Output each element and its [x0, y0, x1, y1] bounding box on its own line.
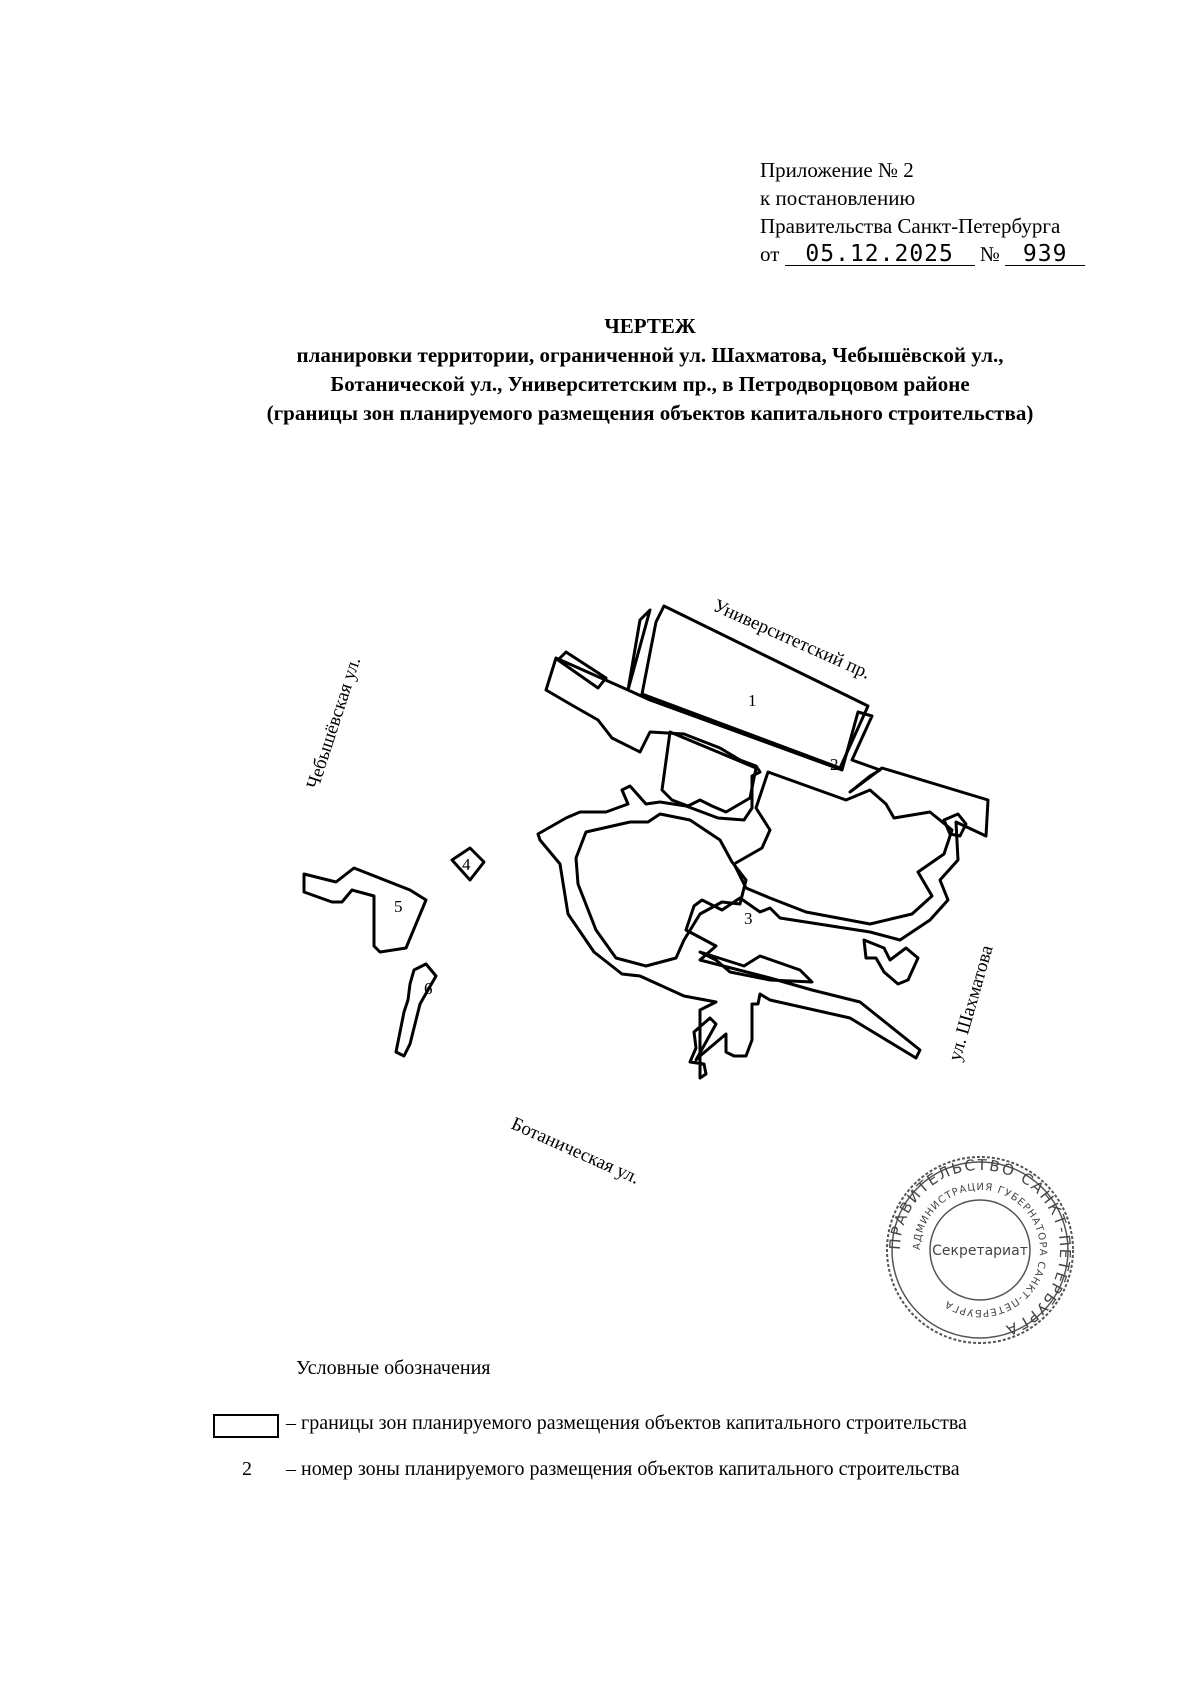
- zone-label-1: 1: [748, 691, 757, 710]
- south-east-shape: [864, 940, 918, 984]
- title-heading: ЧЕРТЕЖ: [604, 314, 696, 338]
- zone-label-4: 4: [462, 855, 471, 874]
- legend-title: Условные обозначения: [296, 1357, 491, 1379]
- zone-label-2: 2: [830, 755, 839, 774]
- legend-boundary-text: – границы зон планируемого размещения объектов капитального строительства: [286, 1412, 967, 1434]
- legend-number-sample: 2: [242, 1458, 252, 1480]
- decree-date: 05.12.2025: [785, 243, 975, 266]
- title-line-2: Ботанической ул., Университетским пр., в Петродворцовом районе: [330, 372, 970, 396]
- zone-label-5: 5: [394, 897, 403, 916]
- title-line-1: планировки территории, ограниченной ул. Шахматова, Чебышёвской ул.,: [296, 343, 1004, 367]
- lot-east: [734, 772, 952, 924]
- zone-5-boundary: [304, 868, 426, 952]
- lot-center: [576, 814, 746, 966]
- title-line-3: (границы зон планируемого размещения объектов капитального строительства): [266, 401, 1034, 425]
- zone-label-6: 6: [424, 979, 433, 998]
- stamp-outer-text: ПРАВИТЕЛЬСТВО САНКТ-ПЕТЕРБУРГА: [885, 1155, 1075, 1340]
- zone-label-3: 3: [744, 909, 753, 928]
- street-shakhmatov: ул. Шахматова: [944, 942, 998, 1064]
- attachment-line-1: Приложение № 2: [760, 158, 914, 182]
- from-label: от: [760, 242, 780, 266]
- lot-south: [700, 952, 812, 982]
- legend-boundary-symbol: [213, 1414, 279, 1438]
- attachment-line-3: Правительства Санкт-Петербурга: [760, 214, 1061, 238]
- official-stamp: [885, 1155, 1075, 1345]
- stamp-inner-text: АДМИНИСТРАЦИЯ ГУБЕРНАТОРА САНКТ-ПЕТЕРБУРГА: [911, 1181, 1049, 1319]
- legend-number-text: – номер зоны планируемого размещения объектов капитального строительства: [286, 1458, 960, 1480]
- street-chebyshev: Чебышёвская ул.: [302, 654, 366, 792]
- stamp-center-text: Секретариат: [932, 1243, 1028, 1259]
- number-label: №: [979, 242, 1000, 266]
- street-university: Университетский пр.: [709, 595, 874, 684]
- decree-number: 939: [1005, 243, 1085, 266]
- zone-6-boundary: [396, 964, 436, 1056]
- street-botanical: Ботаническая ул.: [507, 1113, 643, 1189]
- attachment-line-2: к постановлению: [760, 186, 916, 210]
